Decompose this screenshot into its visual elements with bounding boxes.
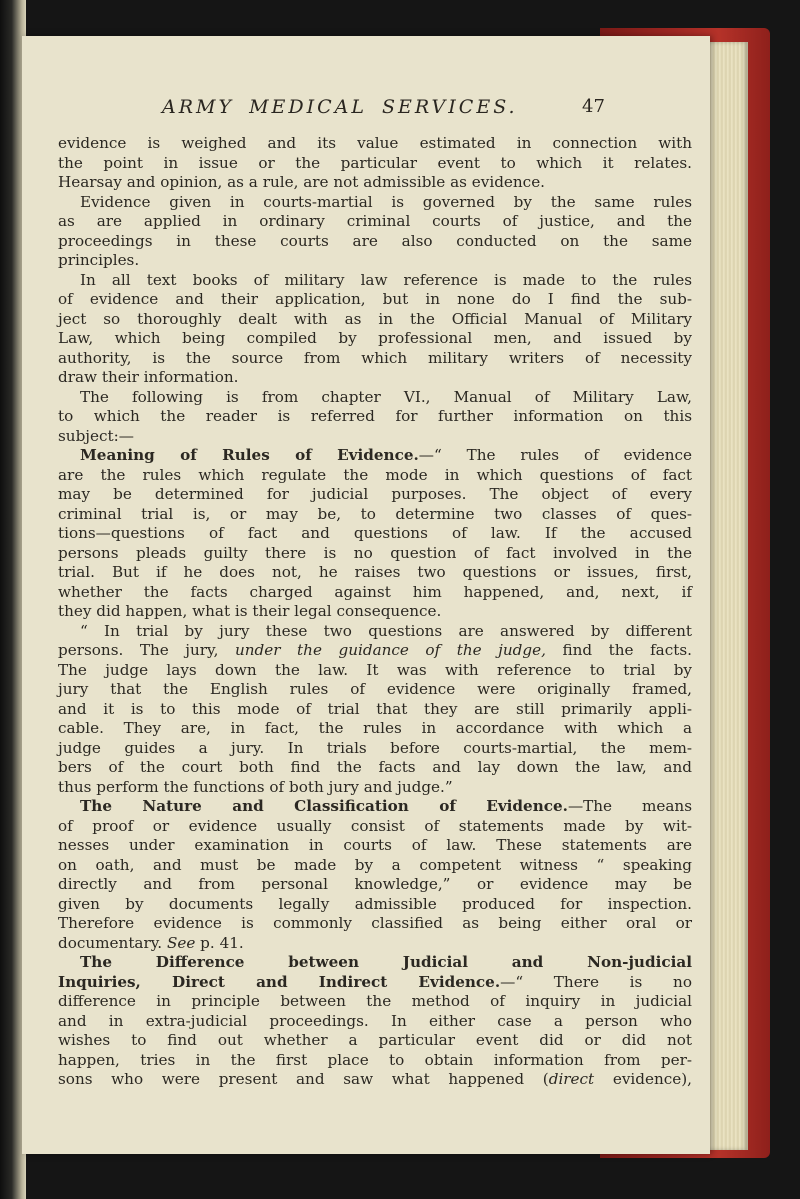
line-text: may be determined for judicial purposes. The object of every bbox=[58, 485, 692, 503]
text-line bbox=[58, 232, 692, 252]
line-text: wishes to find out whether a particular event did or did not bbox=[58, 1031, 692, 1049]
line-text: jury that the English rules of evidence were originally framed, bbox=[58, 680, 692, 698]
line-text: thus perform the functions of both jury and judge.” bbox=[58, 777, 453, 796]
section-heading: Meaning of Rules of Evidence. bbox=[80, 446, 419, 464]
text-line bbox=[58, 427, 692, 447]
text-line bbox=[58, 505, 692, 525]
text-line bbox=[58, 1031, 692, 1051]
line-text: judge guides a jury. In trials before courts-martial, the mem- bbox=[58, 738, 692, 757]
text-line bbox=[58, 641, 692, 661]
text-line bbox=[58, 271, 692, 291]
line-text: Evidence given in courts-martial is governed by the same rules bbox=[80, 192, 692, 211]
line-text: principles. bbox=[58, 251, 140, 269]
text-line bbox=[58, 719, 692, 739]
text-line bbox=[58, 544, 692, 564]
line-text: —“ The rules of evidence bbox=[418, 446, 692, 464]
text-line bbox=[58, 875, 692, 895]
text-line bbox=[58, 797, 692, 817]
line-text: Therefore evidence is commonly classified as being either oral or bbox=[58, 914, 692, 932]
text-line bbox=[58, 1070, 692, 1090]
line-text: sons who were present and saw what happened ( bbox=[58, 1070, 549, 1088]
text-line bbox=[58, 310, 692, 330]
text-line bbox=[58, 563, 692, 583]
line-text: ject so thoroughly dealt with as in the Official Manual of Military bbox=[58, 309, 692, 328]
text-line bbox=[58, 953, 692, 973]
body-text bbox=[58, 134, 692, 1090]
line-text: evidence), bbox=[594, 1070, 692, 1088]
italic-text: See bbox=[166, 933, 196, 952]
text-line bbox=[58, 895, 692, 915]
line-text: of proof or evidence usually consist of statements made by wit- bbox=[58, 816, 692, 835]
text-line bbox=[58, 817, 692, 837]
line-text: to which the reader is referred for further information on this bbox=[58, 407, 692, 425]
text-line bbox=[58, 349, 692, 369]
line-text: cable. They are, in fact, the rules in accordance with which a bbox=[58, 719, 692, 737]
section-heading: The Difference between Judicial and Non-judicial bbox=[80, 953, 692, 971]
text-line bbox=[58, 992, 692, 1012]
line-text: subject:— bbox=[58, 426, 134, 445]
text-line bbox=[58, 778, 692, 798]
text-line bbox=[58, 290, 692, 310]
line-text: they did happen, what is their legal consequence. bbox=[58, 602, 442, 620]
text-line bbox=[58, 622, 692, 642]
running-head: ARMY MEDICAL SERVICES. bbox=[162, 96, 518, 118]
page-number: 47 bbox=[582, 96, 605, 117]
text-line bbox=[58, 758, 692, 778]
line-text: The following is from chapter VI., Manual of Military Law, bbox=[80, 387, 692, 406]
italic-text: under the guidance of the judge, bbox=[234, 641, 546, 659]
text-line bbox=[58, 739, 692, 759]
text-line bbox=[58, 934, 692, 954]
text-line bbox=[58, 134, 692, 154]
book-page bbox=[22, 36, 710, 1154]
line-text: trial. But if he does not, he raises two questions or issues, first, bbox=[58, 563, 692, 581]
line-text: happen, tries in the first place to obtain information from per- bbox=[58, 1050, 692, 1069]
line-text: draw their information. bbox=[58, 368, 239, 386]
line-text: Hearsay and opinion, as a rule, are not admissible as evidence. bbox=[58, 173, 546, 191]
line-text: proceedings in these courts are also conducted on the same bbox=[58, 231, 692, 250]
line-text: authority, is the source from which military writers of necessity bbox=[58, 348, 692, 367]
text-line bbox=[58, 700, 692, 720]
line-text: as are applied in ordinary criminal courts of justice, and the bbox=[58, 212, 692, 230]
line-text: given by documents legally admissible produced for inspection. bbox=[58, 894, 692, 913]
text-line bbox=[58, 368, 692, 388]
line-text: documentary. bbox=[58, 933, 167, 952]
text-line bbox=[58, 602, 692, 622]
text-line bbox=[58, 1051, 692, 1071]
line-text: The judge lays down the law. It was with reference to trial by bbox=[58, 660, 692, 679]
text-line bbox=[58, 856, 692, 876]
line-text: the point in issue or the particular event to which it relates. bbox=[58, 153, 692, 172]
line-text: on oath, and must be made by a competent witness “ speaking bbox=[58, 855, 692, 874]
line-text: directly and from personal knowledge,” or evidence may be bbox=[58, 875, 692, 893]
text-line bbox=[58, 407, 692, 427]
text-line bbox=[58, 583, 692, 603]
line-text: —“ There is no bbox=[500, 972, 692, 991]
line-text: bers of the court both find the facts and lay down the law, and bbox=[58, 758, 692, 776]
text-line bbox=[58, 193, 692, 213]
text-line bbox=[58, 154, 692, 174]
text-line bbox=[58, 329, 692, 349]
line-text: In all text books of military law reference is made to the rules bbox=[80, 270, 692, 289]
line-text: criminal trial is, or may be, to determine two classes of ques- bbox=[58, 504, 692, 523]
line-text: find the facts. bbox=[545, 641, 692, 659]
italic-text: direct bbox=[548, 1070, 595, 1088]
text-line bbox=[58, 661, 692, 681]
text-line bbox=[58, 680, 692, 700]
line-text: persons. The jury, bbox=[58, 641, 235, 659]
text-line bbox=[58, 212, 692, 232]
line-text: are the rules which regulate the mode in which questions of fact bbox=[58, 465, 692, 484]
line-text: of evidence and their application, but in none do I find the sub- bbox=[58, 290, 692, 308]
line-text: p. 41. bbox=[195, 933, 244, 952]
line-text: —The means bbox=[567, 797, 692, 815]
line-text: Law, which being compiled by professional men, and issued by bbox=[58, 329, 692, 347]
text-line bbox=[58, 388, 692, 408]
line-text: persons pleads guilty there is no question of fact involved in the bbox=[58, 543, 692, 562]
line-text: and in extra-judicial proceedings. In either case a person who bbox=[58, 1011, 692, 1030]
text-line bbox=[58, 524, 692, 544]
line-text: nesses under examination in courts of law. These statements are bbox=[58, 836, 692, 854]
text-line bbox=[58, 973, 692, 993]
line-text: and it is to this mode of trial that they are still primarily appli- bbox=[58, 699, 692, 718]
line-text: “ In trial by jury these two questions are answered by different bbox=[80, 621, 692, 640]
text-line bbox=[58, 446, 692, 466]
section-heading: The Nature and Classification of Evidence. bbox=[80, 797, 568, 815]
text-line bbox=[58, 1012, 692, 1032]
line-text: whether the facts charged against him happened, and, next, if bbox=[58, 582, 692, 601]
line-text: tions—questions of fact and questions of law. If the accused bbox=[58, 524, 692, 542]
line-text: evidence is weighed and its value estimated in connection with bbox=[58, 134, 692, 152]
line-text: difference in principle between the method of inquiry in judicial bbox=[58, 992, 692, 1010]
text-line bbox=[58, 251, 692, 271]
text-line bbox=[58, 173, 692, 193]
text-line bbox=[58, 466, 692, 486]
text-line bbox=[58, 485, 692, 505]
text-line bbox=[58, 914, 692, 934]
section-heading: Inquiries, Direct and Indirect Evidence. bbox=[58, 972, 501, 991]
text-line bbox=[58, 836, 692, 856]
